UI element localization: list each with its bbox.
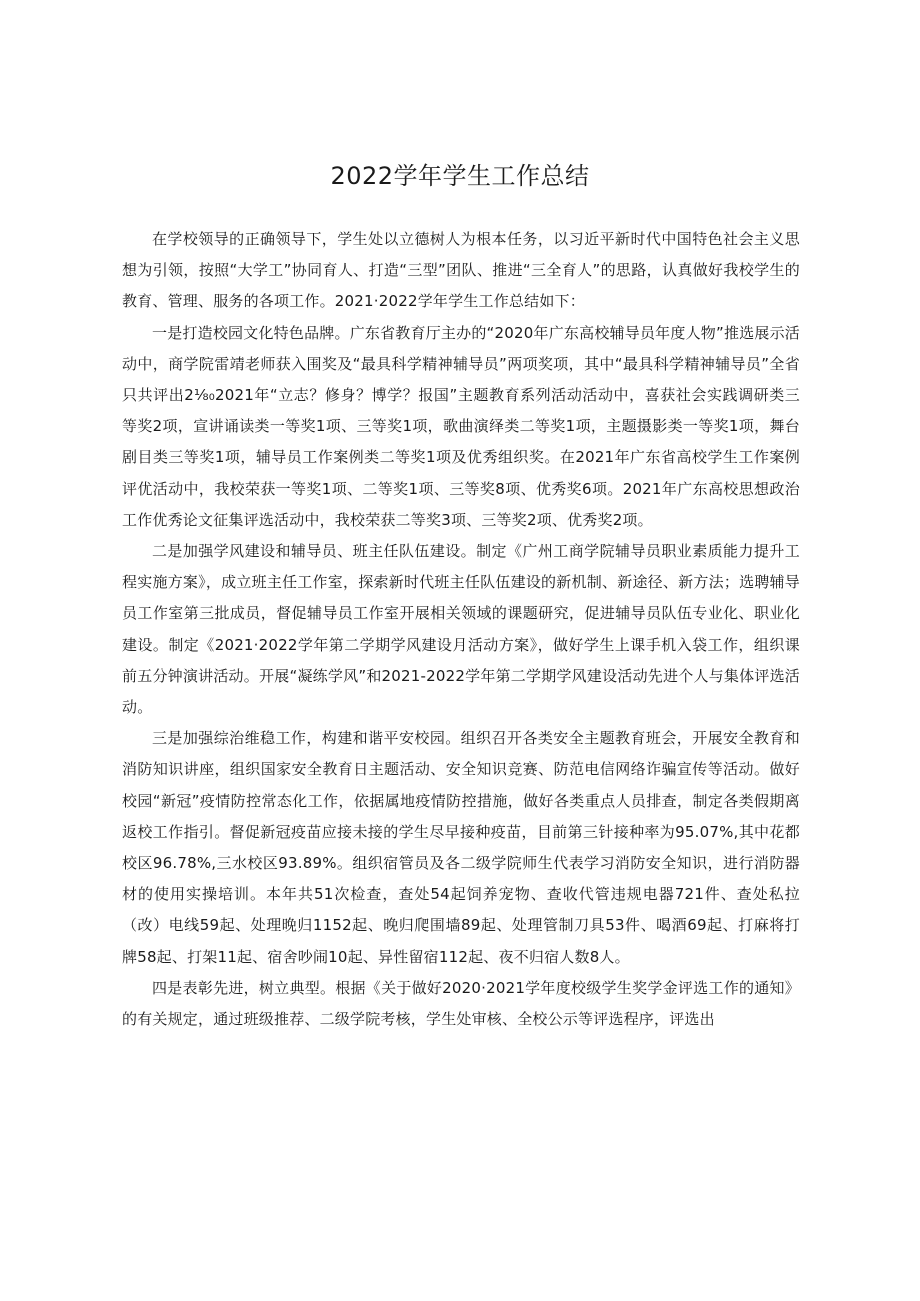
paragraph-intro: 在学校领导的正确领导下，学生处以立德树人为根本任务，以习近平新时代中国特色社会主义思想为引领，按照“大学工”协同育人、打造“三型”团队、推进“三全育人”的思路，认真做好我校学生的教育、管理、服务的各项工作。2021·2022学年学生工作总结如下：: [122, 230, 800, 311]
paragraph-campus-safety: 三是加强综治维稳工作，构建和谐平安校园。组织召开各类安全主题教育班会，开展安全教育和消防知识讲座，组织国家安全教育日主题活动、安全知识竞赛、防范电信网络诈骗宣传等活动。做好校园“新冠”疫情防控常态化工作，依据属地疫情防控措施，做好各类重点人员排查，制定各类假期离返校工作指引。督促新冠疫苗应接未接的学生尽早接种疫苗，目前第三针接种率为95.07%,其中花都校区96.78%,三水校区93.89%。组织宿管员及各二级学院师生代表学习消防安全知识，进行消防器材的使用实操培训。本年共51次检查，查处54起饲养宠物、查收代管违规电器721件、查处私拉（改）电线59起、处理晚归1152起、晚归爬围墙89起、处理管制刀具53件、喝酒69起、打麻将打牌58起、打架11起、宿舍吵闹10起、异性留宿112起、夜不归宿人数8人。: [122, 729, 800, 966]
paragraph-commendation: 四是表彰先进，树立典型。根据《关于做好2020·2021学年度校级学生奖学金评选工作的通知》的有关规定，通过班级推荐、二级学院考核，学生处审核、全校公示等评选程序，评选出: [122, 978, 800, 1029]
paragraph-campus-culture: 一是打造校园文化特色品牌。广东省教育厅主办的“2020年广东高校辅导员年度人物”推选展示活动中，商学院雷靖老师获入围奖及“最具科学精神辅导员”两项奖项，其中“最具科学精神辅导员”全省只共评出2⅛₀2021年“立志？修身？博学？报国”主题教育系列活动活动中，喜获社会实践调研类三等奖2项，宣讲诵读类一等奖1项、三等奖1项，歌曲演绎类二等奖1项，主题摄影类一等奖1项，舞台剧目类三等奖1项，辅导员工作案例类二等奖1项及优秀组织奖。在2021年广东省高校学生工作案例评优活动中，我校荣获一等奖1项、二等奖1项、三等奖8项、优秀奖6项。2021年广东高校思想政治工作优秀论文征集评选活动中，我校荣获二等奖3项、三等奖2项、优秀奖2项。: [122, 323, 800, 529]
paragraph-study-style: 二是加强学风建设和辅导员、班主任队伍建设。制定《广州工商学院辅导员职业素质能力提升工程实施方案》，成立班主任工作室，探索新时代班主任队伍建设的新机制、新途径、新方法；选聘辅导员工作室第三批成员，督促辅导员工作室开展相关领域的课题研究，促进辅导员队伍专业化、职业化建设。制定《2021·2022学年第二学期学风建设月活动方案》，做好学生上课手机入袋工作，组织课前五分钟演讲活动。开展“凝练学风”和2021-2022学年第二学期学风建设活动先进个人与集体评选活动。: [122, 542, 800, 717]
document-title: 2022学年学生工作总结: [330, 162, 590, 190]
document-body: [122, 224, 800, 1035]
